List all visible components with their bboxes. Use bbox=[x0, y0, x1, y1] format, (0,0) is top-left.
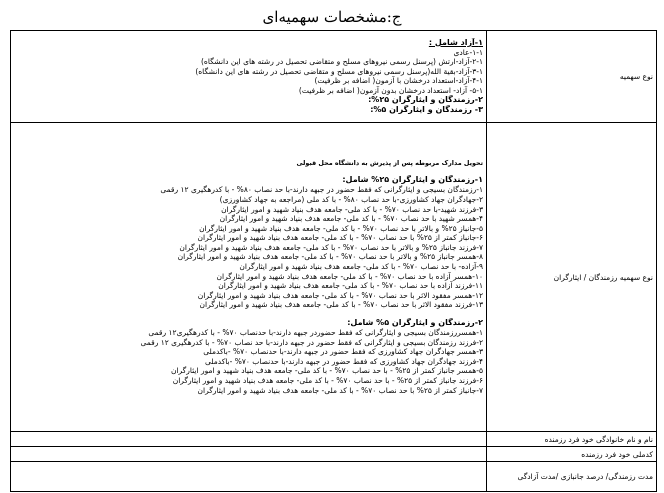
table-row-veteran-quota bbox=[11, 123, 657, 432]
list-item: ۳-همسر جهادگران جهاد کشاورزی که فقط حضور در جبهه دارند-با حدنصاب ۷۰% -باکدملی bbox=[203, 347, 483, 357]
list-item: ۸-همسر جانباز ۲۵% و بالاتر با حد نصاب ۷۰% - با کد ملی- جامعه هدف بنیاد شهید و امور ایثارگران bbox=[177, 252, 483, 262]
fighter-name-field[interactable] bbox=[11, 432, 487, 447]
list-item: ۱۳-فرزند مفقود الاثر با حد نصاب ۷۰% - با کد ملی- جامعه هدف بنیاد شهید و امور ایثارگران bbox=[199, 300, 483, 310]
list-item: ۱۰-همسر آزاده با حد نصاب ۷۰% - با کد ملی- جامعه هدف بنیاد شهید و امور ایثارگران bbox=[216, 271, 483, 281]
list-item: ۲-رزمندگان و ایثارگران ۵% شامل: bbox=[347, 318, 483, 328]
table-row-quota-type bbox=[11, 31, 657, 123]
list-item: ۲-فرزند رزمندگان بسیجی و ایثارگرانی که فقط حضور در جبهه دارند-با حد نصاب ۷۰% - با کدرهگیری ۱۲ رقمی bbox=[140, 337, 483, 347]
list-item: ۴-۱-آزاد-استعداد درخشان با آزمون( اضافه بر ظرفیت) bbox=[314, 76, 483, 86]
list-item: ۱-همسررزمندگان بسیجی و ایثارگرانی که فقط حضوردر جبهه دارند-با حدنصاب ۷۰% - با کدرهگیری۱۲ رقمی bbox=[148, 328, 483, 338]
row-content bbox=[11, 31, 487, 123]
list-item: ۳-فرزند شهید-با حد نصاب ۷۰% - با کد ملی- جامعه هدف بنیاد شهید و امور ایثارگران bbox=[221, 204, 483, 214]
list-item: ۶-جانباز کمتر از ۲۵% با حد نصاب ۷۰% - با کد ملی- جامعه هدف بنیاد شهید و امور ایثارگران bbox=[197, 233, 483, 243]
row-label: کدملی خود فرد رزمنده bbox=[487, 447, 657, 462]
list-item: ۳- رزمندگان و ایثارگران ۵%: bbox=[370, 105, 483, 115]
table-row-fighter-national-code bbox=[11, 447, 657, 462]
spacer bbox=[14, 310, 483, 318]
list-item: تحویل مدارک مربوطه پس از پذیرش به دانشگاه محل قبولی bbox=[296, 158, 483, 167]
list-item: ۱-رزمندگان و ایثارگران ۲۵% شامل: bbox=[342, 175, 483, 185]
list-item: ۷-جانباز کمتر از ۲۵% با حد نصاب ۷۰% - با کد ملی- جامعه هدف بنیاد شهید و امور ایثارگران bbox=[197, 385, 483, 395]
list-item: ۲-۱-آزاد-ارتش (پرسنل رسمی نیروهای مسلح و متقاضی تحصیل در رشته های این دانشگاه) bbox=[201, 57, 483, 67]
row-label: مدت رزمندگی/ درصد جانبازی /مدت آزادگی bbox=[487, 462, 657, 492]
list-item: ۳-۱-آزاد-بقیة الله(پرسنل رسمی نیروهای مسلح و متقاضی تحصیل در رشته های این دانشگاه) bbox=[195, 66, 483, 76]
list-item: ۴-فرزند جهادگران جهاد کشاورزی که فقط حضور در جبهه دارند-با حدنصاب ۷۰% -باکدملی bbox=[205, 356, 483, 366]
spacer bbox=[14, 167, 483, 175]
list-item: ۴-همسر شهید با حد نصاب ۷۰% - با کد ملی- جامعه هدف بنیاد شهید و امور ایثارگران bbox=[219, 214, 483, 224]
line-list bbox=[14, 159, 483, 395]
list-item: ۵-۱- آزاد- استعداد درخشان بدون آزمون( اضافه بر ظرفیت) bbox=[298, 85, 483, 95]
list-item: ۶-فرزند جانباز کمتر از ۲۵% - با حد نصاب ۷۰% - با کد ملی- جامعه هدف بنیاد شهید و امور ایثارگران bbox=[172, 376, 483, 385]
row-label: نام و نام خانوادگی خود فرد رزمنده bbox=[487, 432, 657, 447]
row-label: نوع سهمیه رزمندگان / ایثارگران bbox=[487, 123, 657, 432]
list-item: ۱۲-همسر مفقود الاثر با حد نصاب ۷۰% - با کد ملی- جامعه هدف بنیاد شهید و امور ایثارگران bbox=[197, 290, 483, 300]
list-item: ۵-جانباز ۲۵% و بالاتر با حد نصاب ۷۰% - با کد ملی- جامعه هدف بنیاد شهید و امور ایثارگران bbox=[199, 223, 483, 233]
national-code-field[interactable] bbox=[11, 447, 487, 462]
list-item: ۵-همسر جانباز کمتر از ۲۵% - با حد نصاب ۷۰% - با کد ملی- جامعه هدف بنیاد شهید و امور ایثارگران bbox=[170, 366, 483, 376]
list-item: ۲-رزمندگان و ایثارگران ۲۵%: bbox=[368, 95, 483, 105]
list-item: ۱۱-فرزند آزاده با حد نصاب ۷۰% - با کد ملی- جامعه هدف بنیاد شهید و امور ایثارگران bbox=[218, 281, 483, 291]
list-item: ۹-آزاده- با حد نصاب ۷۰% - با کد ملی- جامعه هدف بنیاد شهید و امور ایثارگران bbox=[239, 262, 483, 272]
list-item: ۲-جهادگران جهاد کشاورزی-با حد نصاب ۸۰% - با کد ملی (مراجعه به جهاد کشاورزی) bbox=[219, 194, 483, 204]
list-item: ۱-رزمندگان بسیجی و ایثارگرانی که فقط حضور در جبهه دارند-با حد نصاب ۸۰% - با کدرهگیری ۱۲ رقمی bbox=[160, 185, 483, 195]
list-item: ۷-فرزند جانباز ۲۵% و بالاتر با حد نصاب ۷۰% - با کد ملی- جامعه هدف بنیاد شهید و امور ایثارگران bbox=[179, 242, 483, 252]
row-content bbox=[11, 123, 487, 432]
list-item: ۱-۱-عادی bbox=[453, 47, 483, 57]
list-item: ۱-آزاد شامل : bbox=[428, 37, 483, 47]
table-row-fighter-name bbox=[11, 432, 657, 447]
service-duration-field[interactable] bbox=[11, 462, 487, 492]
line-list bbox=[14, 38, 483, 116]
table-row-service-duration bbox=[11, 462, 657, 492]
quota-table bbox=[10, 30, 657, 492]
page-title: ج:مشخصات سهمیه‌ای bbox=[262, 8, 402, 26]
row-label: نوع سهمیه bbox=[487, 31, 657, 123]
